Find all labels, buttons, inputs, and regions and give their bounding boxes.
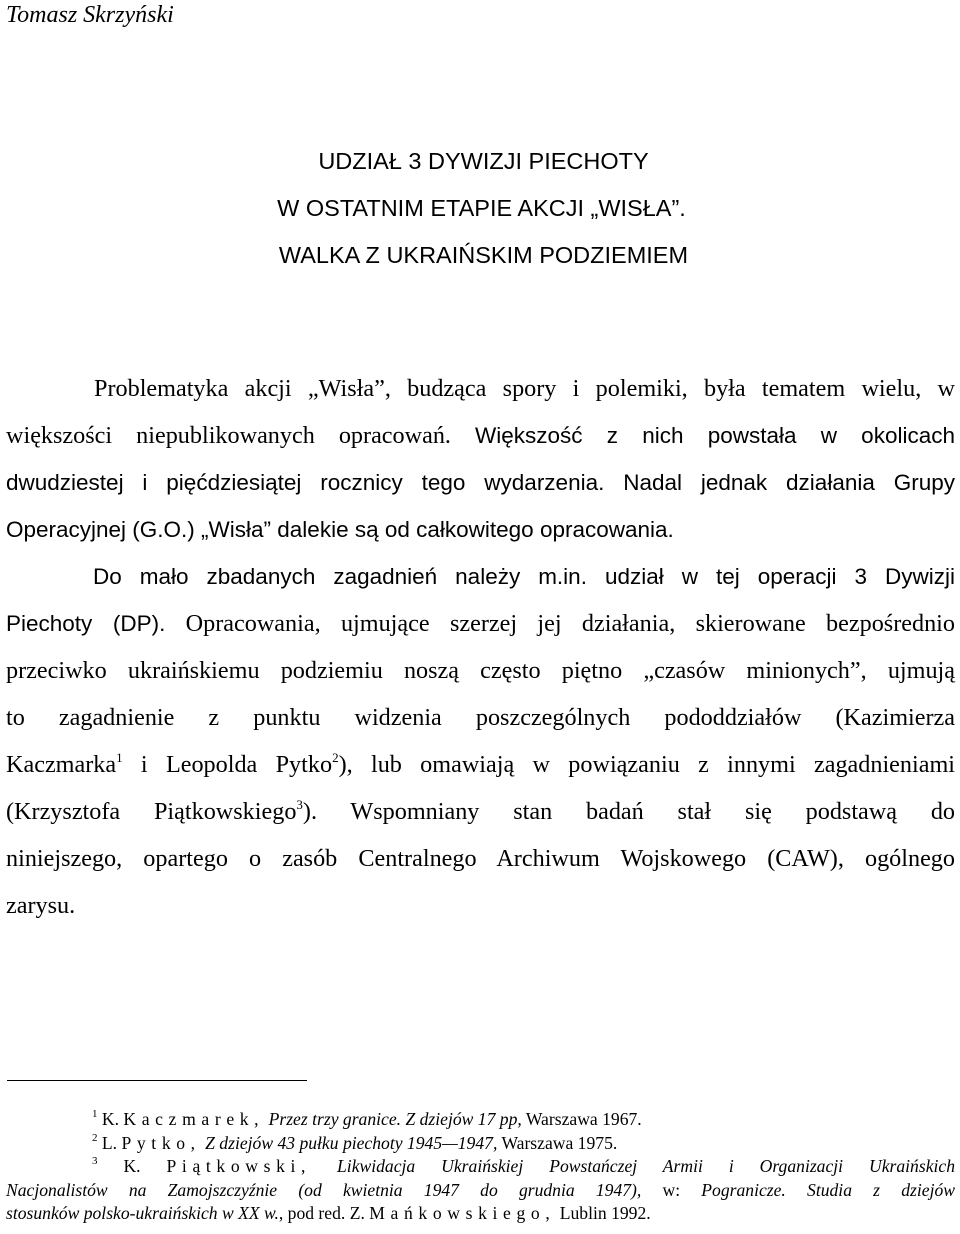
author-name: Tomasz Skrzyński <box>6 2 174 28</box>
body-text: (Krzysztofa Piątkowskiego <box>6 798 297 825</box>
body-line <box>6 412 955 459</box>
footnote-author: Kaczmarek, <box>123 1109 265 1129</box>
body-line: zarysu. <box>6 892 76 919</box>
footnote-ref-3[interactable]: 3 <box>296 797 303 812</box>
footnote-title: Z dziejów 43 pułku piechoty 1945—1947, <box>200 1132 498 1153</box>
body-line: przeciwko ukraińskiemu podziemiu noszą często piętno „czasów minionych”, ujmują <box>6 657 955 684</box>
footnote-1 <box>6 1108 955 1132</box>
body-line: Problematyka akcji „Wisła”, budząca spory i polemiki, była tematem wielu, w <box>94 375 955 402</box>
body-line <box>6 600 955 647</box>
footnote-title: Przez trzy granice. Z dziejów 17 pp, <box>264 1109 522 1129</box>
body-text: Kaczmarka <box>6 751 117 778</box>
body-line: dwudziestej i pięćdziesiątej rocznicy tego wydarzenia. Nadal jednak działania Grupy <box>6 470 955 495</box>
footnote-text: K. <box>97 1156 167 1176</box>
article-title <box>0 138 960 279</box>
body-text: większości niepublikowanych opracowań. <box>6 422 451 449</box>
body-line <box>6 788 955 835</box>
footnote-ref-1[interactable]: 1 <box>116 750 123 765</box>
footnote-title: Pogranicze. Studia z dziejów <box>701 1179 955 1200</box>
footnote-author: Pytko, <box>121 1132 201 1153</box>
body-text: ). Wspomniany stan badań stał się podstawą do <box>302 798 956 825</box>
footnote-3 <box>6 1155 955 1179</box>
body-line: niniejszego, opartego o zasób Centralnego Archiwum Wojskowego (CAW), ogólnego <box>6 845 955 872</box>
footnote-number: 1 <box>92 1108 98 1120</box>
footnote-author: Piątkowski, <box>166 1156 312 1176</box>
article-body <box>6 365 955 929</box>
title-line-3: WALKA Z UKRAIŃSKIM PODZIEMIEM <box>278 242 689 268</box>
footnote-ref-2[interactable]: 2 <box>332 750 339 765</box>
footnote-text: Warszawa 1967. <box>521 1109 642 1129</box>
body-line: Operacyjnej (G.O.) „Wisła” dalekie są od całkowitego opracowania. <box>6 517 674 542</box>
footnote-text: , pod red. Z. <box>278 1203 370 1223</box>
body-line: to zagadnienie z punktu widzenia poszczególnych pododdziałów (Kazimierza <box>6 704 955 731</box>
footnote-2 <box>6 1132 955 1156</box>
body-text: ), lub omawiają w powiązaniu z innymi zagadnieniami <box>338 751 956 778</box>
body-text: Opracowania, ujmujące szerzej jej działania, skierowane bezpośrednio <box>185 610 955 637</box>
body-text: i Leopolda Pytko <box>122 751 333 778</box>
footnote-3-cont <box>6 1202 955 1226</box>
footnote-text: K. <box>97 1109 124 1129</box>
footnote-editor: Mańkowskiego, <box>369 1203 556 1223</box>
footnote-text: L. <box>97 1132 122 1153</box>
footnote-3-cont <box>6 1179 955 1203</box>
body-text: Większość z nich powstała w okolicach <box>475 423 955 448</box>
footnote-title: Likwidacja Ukraińskiej Powstańczej Armii i Organizacji Ukraińskich <box>311 1156 956 1176</box>
body-text: Piechoty (DP). <box>6 611 166 636</box>
footnote-title: Nacjonalistów na Zamojszczyźnie (od kwietnia 1947 do grudnia 1947), <box>6 1179 642 1200</box>
footnote-separator <box>7 1080 307 1081</box>
footnote-number: 2 <box>92 1131 98 1144</box>
body-line: Do mało zbadanych zagadnień należy m.in. udział w tej operacji 3 Dywizji <box>93 564 955 589</box>
title-line-2: W OSTATNIM ETAPIE AKCJI „WISŁA”. <box>277 195 686 221</box>
footnote-text: Lublin 1992. <box>555 1203 651 1223</box>
footnotes <box>6 1108 955 1226</box>
footnote-number: 3 <box>92 1155 98 1167</box>
body-line <box>6 741 955 788</box>
footnote-title: stosunków polsko-ukraińskich w XX w. <box>6 1203 279 1223</box>
footnote-text: Warszawa 1975. <box>497 1132 618 1153</box>
title-line-1: UDZIAŁ 3 DYWIZJI PIECHOTY <box>318 148 649 174</box>
footnote-text: w: <box>641 1179 702 1200</box>
